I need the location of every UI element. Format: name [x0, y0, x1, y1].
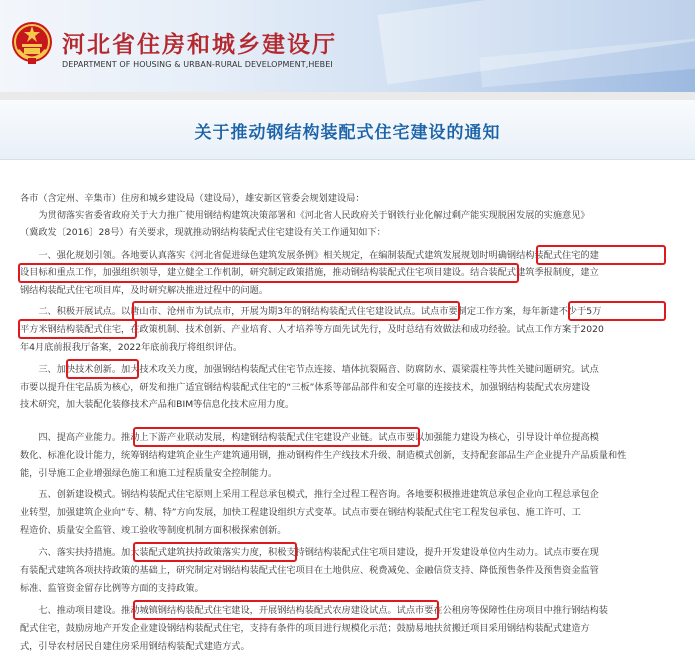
doc-line: 配式住宅，鼓励房地产开发企业建设钢结构装配式住宅，支持有条件的项目进行规模化示范；鼓励易地扶贫搬迁项目采用钢结构装配式建造方: [20, 623, 590, 634]
doc-line: 程造价、质量安全监管、竣工验收等制度机制方面积极探索创新。: [20, 525, 287, 536]
doc-line: 业转型，加强建筑企业向“专、精、特”方向发展，加快工程建设组织方式变革。试点市要在钢结构装配式住宅工程发包承包、施工许可、工: [20, 507, 581, 518]
doc-line: 六、落实扶持措施。加大装配式建筑扶持政策落实力度，积极支持钢结构装配式住宅项目建设，提升开发建设单位内生动力。试点市要在现: [20, 547, 599, 558]
site-header-banner: [0, 0, 695, 92]
doc-line: 标准、监管资金留存比例等方面的支持政策。: [20, 583, 204, 594]
page-title: 关于推动钢结构装配式住宅建设的通知: [194, 123, 501, 143]
doc-line: 七、推动项目建设。推动城镇钢结构装配式住宅建设，开展钢结构装配式农房建设试点。试点市要在公租房等保障性住房项目中推行钢结构装: [20, 605, 608, 616]
doc-line: 为贯彻落实省委省政府关于大力推广使用钢结构建筑决策部署和《河北省人民政府关于钢铁行业化解过剩产能实现脱困发展的实施意见》: [20, 210, 590, 221]
highlight-box: [18, 263, 519, 283]
national-emblem-icon[interactable]: [10, 20, 54, 66]
highlight-box: [133, 542, 297, 562]
doc-line: 二、积极开展试点。以唐山市、沧州市为试点市，开展为期3年的钢结构装配式住宅建设试点。试点市要制定工作方案，每年新建不少于5万: [20, 306, 602, 317]
highlight-box: [133, 427, 420, 447]
doc-line: 五、创新建设模式。钢结构装配式住宅原则上采用工程总承包模式，推行全过程工程咨询。各地要积极推进建筑总承包企业向工程总承包企: [20, 489, 599, 500]
doc-line: 能，引导施工企业增强绿色施工和施工过程质量安全控制能力。: [20, 468, 278, 479]
doc-line: 年4月底前报我厅备案，2022年底前我厅将组织评估。: [20, 342, 243, 353]
doc-line: 数化、标准化设计能力，统筹钢结构建筑企业生产建筑通用钢，推动钢构件生产线技术升级、制造模式创新，支持配套部品生产企业提升产品质量和性: [20, 450, 627, 461]
doc-line: （冀政发〔2016〕28号）有关要求，现就推动钢结构装配式住宅建设有关工作通知如下：: [20, 227, 386, 238]
doc-line: 市要以提升住宅品质为核心，研发和推广适宜钢结构装配式住宅的“三板”体系等部品部件和安全可靠的连接技术，加强钢结构装配式农房建设: [20, 382, 590, 393]
doc-line: 有装配式建筑各项扶持政策的基础上，研究制定对钢结构装配式住宅项目在土地供应、税费减免、金融信贷支持、降低预售条件及预售资金监管: [20, 565, 599, 576]
highlight-box: [536, 245, 666, 265]
doc-line: 一、强化规划引领。各地要认真落实《河北省促进绿色建筑发展条例》相关规定，在编制装配式建筑发展规划时明确钢结构装配式住宅的建: [20, 250, 599, 261]
doc-line: 三、加快技术创新。加大技术攻关力度，加强钢结构装配式住宅节点连接、墙体抗裂隔音、防腐防水、震梁震柱等共性关键问题研究。试点: [20, 364, 599, 375]
header-divider: [0, 92, 695, 100]
doc-line: 钢结构装配式住宅项目库，及时研究解决推进过程中的问题。: [20, 285, 269, 296]
highlight-box: [18, 319, 137, 339]
doc-line: 各市（含定州、辛集市）住房和城乡建设局（建设局），雄安新区管委会规划建设局：: [20, 193, 365, 204]
site-subtitle: DEPARTMENT OF HOUSING & URBAN-RURAL DEVELOPMENT,HEBEI: [62, 60, 333, 69]
doc-line: 设目标和重点工作，加强组织领导，建立健全工作机制，研究制定政策措施，推动钢结构装配式住宅项目建设。结合装配式建筑季报制度，建立: [20, 267, 599, 278]
doc-line: 技术研究，加大装配化装修技术产品和BIM等信息化技术应用力度。: [20, 399, 295, 410]
highlight-box: [132, 301, 460, 321]
highlight-box: [568, 301, 666, 321]
highlight-box: [66, 359, 139, 379]
site-title[interactable]: 河北省住房和城乡建设厅: [62, 32, 337, 58]
doc-line: 平方米钢结构装配式住宅，在政策机制、技术创新、产业培育、人才培养等方面先试先行，及时总结有效做法和成功经验。试点工作方案于2020: [20, 324, 604, 335]
title-section: [0, 100, 695, 160]
highlight-box: [133, 600, 439, 620]
doc-line: 四、提高产业能力。推动上下游产业联动发展，构建钢结构装配式住宅建设产业链。试点市要以加强能力建设为核心，引导设计单位提高模: [20, 432, 599, 443]
doc-line: 式，引导农村居民自建住房采用钢结构装配式建造方式。: [20, 641, 250, 652]
